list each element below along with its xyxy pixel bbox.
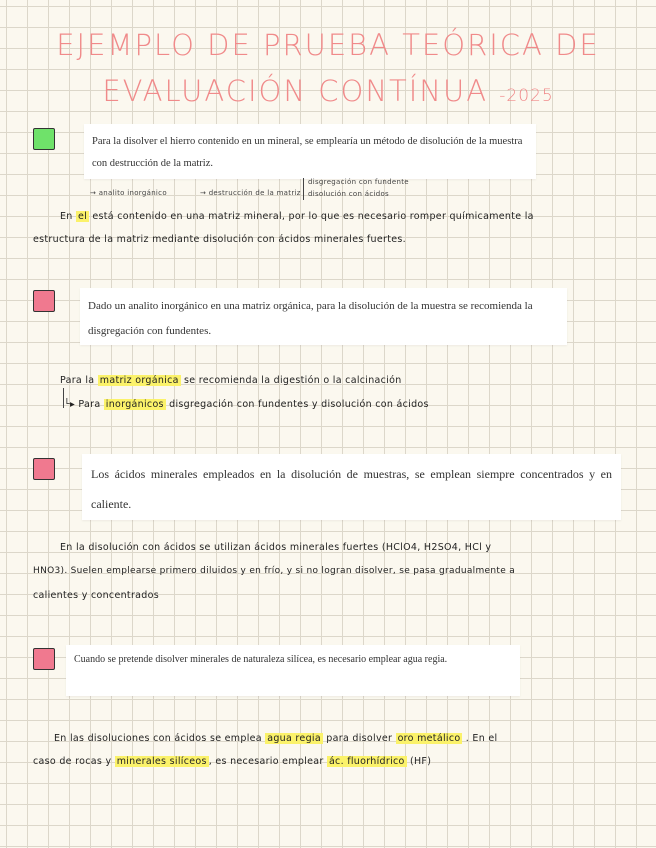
note-disolucion: disolución con ácidos [308,190,389,198]
answer-4-highlight-4: ác. fluorhídrico [328,756,405,767]
answer-4-text-e: , es necesario emplear [208,756,327,767]
brace-line [303,178,304,200]
answer-2-highlight-2: inorgánicos [105,399,164,410]
answer-4-text-c: . En el [462,733,498,744]
question-2-text: Dado un analito inorgánico en una matriz orgánica, para la disolución de la muestra se recomienda la disgregación con fundentes. [88,300,533,337]
question-2-card [80,288,567,345]
note-destruccion: → destrucción de la matriz [200,189,301,197]
answer-1-line1 [60,211,534,222]
question-3-text: Los ácidos minerales empleados en la disolución de muestras, se emplean siempre concentrados y en caliente. [91,467,612,511]
answer-2-text-c: Para [78,399,104,410]
page-title-line1: EJEMPLO DE PRUEBA TEÓRICA DE [56,28,600,62]
correct-status-box [33,128,55,150]
answer-1-text-a: En [60,211,76,222]
note-disgregacion: disgregación con fundente [308,178,409,186]
answer-1-line2: estructura de la matriz mediante disolución con ácidos minerales fuertes. [33,234,406,245]
incorrect-status-box [33,648,55,670]
incorrect-status-box [33,290,55,312]
answer-4-text-b: para disolver [322,733,396,744]
answer-2-highlight-1: matriz orgánica [99,375,179,386]
answer-4-highlight-3: minerales silíceos [116,756,207,767]
question-4-text: Cuando se pretende disolver minerales de naturaleza silícea, es necesario emplear agua regia. [74,654,448,665]
answer-3-line3: calientes y concentrados [33,590,159,601]
incorrect-status-box [33,458,55,480]
question-1-text: Para la disolver el hierro contenido en un mineral, se emplearía un método de disolución de la muestra con destrucción de la matriz. [92,136,523,169]
question-4-card [66,645,520,696]
answer-1-text-b: está contenido en una matriz mineral, por lo que es necesario romper químicamente la [89,211,534,222]
question-3-card [82,454,621,520]
answer-2-text-b: se recomienda la digestión o la calcinación [180,375,402,386]
answer-4-highlight-1: agua regia [267,733,321,744]
note-analito: → analito inorgánico [90,189,167,197]
page-title-line2 [0,74,656,108]
answer-4-highlight-2: oro metálico [397,733,461,744]
answer-2-text-a: Para la [60,375,98,386]
answer-4-line2 [33,756,431,767]
answer-3-line1: En la disolución con ácidos se utilizan ácidos minerales fuertes (HClO4, H2SO4, HCl y [60,542,492,553]
page-title-year: -2025 [499,86,554,106]
answer-2-line1 [60,375,402,386]
answer-3-line2: HNO3). Suelen emplearse primero diluidos y en frío, y si no logran disolver, se pasa gradualmente a [33,566,516,576]
answer-4-text-a: En las disoluciones con ácidos se emplea [54,733,266,744]
answer-1-highlight: el [77,211,88,222]
answer-4-text-d: caso de rocas y [33,756,115,767]
answer-4-line1 [54,733,497,744]
answer-2-text-d: disgregación con fundentes y disolución con ácidos [165,399,429,410]
page-title-main: EVALUACIÓN CONTÍNUA [102,74,489,108]
answer-2-line2: └▸ Para inorgánicos disgregación con fundentes y disolución con ácidos [64,399,429,410]
question-1-card [84,124,536,179]
answer-4-text-f: (HF) [406,756,432,767]
